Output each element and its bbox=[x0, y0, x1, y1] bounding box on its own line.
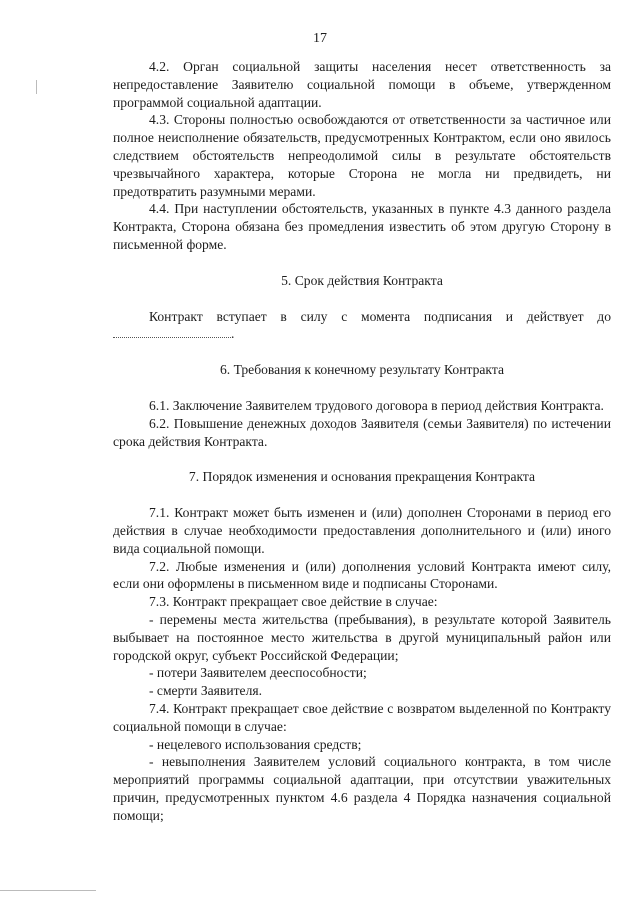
paragraph-7-3-item-death: - смерти Заявителя. bbox=[149, 683, 263, 699]
paragraph-7-2: 7.2. Любые изменения и (или) дополнения условий Контракта имеют силу, если они оформлены в письменном виде и подписаны Сторонами. bbox=[113, 558, 611, 592]
paragraph-4-3: 4.3. Стороны полностью освобождаются от ответственности за частичное или полное неисполнение обязательств, предусмотренных Контрактом, если оно явилось следствием обстоятельств непреодолимой силы в результате обстоятельств чрезвычайного характера, которые Сторона не могла ни предвидеть, ни предотвратить разумными мерами. bbox=[113, 112, 611, 199]
paragraph-7-1: 7.1. Контракт может быть изменен и (или) дополнен Сторонами в период его действия в случае необходимости предоставления дополнительного и (или) иного вида социальной помощи. bbox=[113, 505, 611, 556]
document-body bbox=[113, 58, 611, 824]
scan-margin-mark bbox=[36, 80, 37, 94]
paragraph-6-2: 6.2. Повышение денежных доходов Заявителя (семьи Заявителя) по истечении срока действия Контракта. bbox=[113, 415, 611, 449]
section-7-heading: 7. Порядок изменения и основания прекращения Контракта bbox=[188, 469, 536, 485]
page-number: 17 bbox=[313, 31, 327, 46]
paragraph-7-4-item-nonfulfillment: - невыполнения Заявителем условий социального контракта, в том числе мероприятий программы социальной адаптации, при отсутствии уважительных причин, предусмотренных пунктом 4.6 раздела 4 Порядка назначения социальной помощи; bbox=[113, 754, 611, 823]
paragraph-7-4-item-misuse: - нецелевого использования средств; bbox=[149, 736, 362, 752]
section-6-heading: 6. Требования к конечному результату Контракта bbox=[220, 362, 504, 378]
paragraph-4-4: 4.4. При наступлении обстоятельств, указанных в пункте 4.3 данного раздела Контракта, Сторона обязана без промедления известить об этом другую Сторону в письменной форме. bbox=[113, 201, 611, 252]
term-date-blank bbox=[113, 327, 231, 338]
paragraph-7-3: 7.3. Контракт прекращает свое действие в случае: bbox=[149, 594, 438, 610]
paragraph-7-3-item-incapacity: - потери Заявителем дееспособности; bbox=[149, 665, 367, 681]
term-text: Контракт вступает в силу с момента подписания и действует до bbox=[149, 308, 611, 324]
paragraph-7-4: 7.4. Контракт прекращает свое действие с возвратом выделенной по Контракту социальной помощи в случае: bbox=[113, 700, 611, 734]
paragraph-5-term bbox=[113, 308, 611, 344]
scan-bottom-edge bbox=[0, 890, 96, 891]
paragraph-7-3-item-relocation: - перемены места жительства (пребывания), в результате которой Заявитель выбывает на постоянное место жительства в другой муниципальный район или городской округ, субъект Российской Федерации; bbox=[113, 611, 611, 663]
section-5-heading: 5. Срок действия Контракта bbox=[281, 272, 443, 288]
paragraph-6-1: 6.1. Заключение Заявителем трудового договора в период действия Контракта. bbox=[149, 397, 604, 413]
paragraph-4-2: 4.2. Орган социальной защиты населения несет ответственность за непредоставление Заявителю социальной помощи в объеме, утвержденном программой социальной адаптации. bbox=[113, 59, 611, 110]
term-end-punct: . bbox=[231, 326, 235, 342]
